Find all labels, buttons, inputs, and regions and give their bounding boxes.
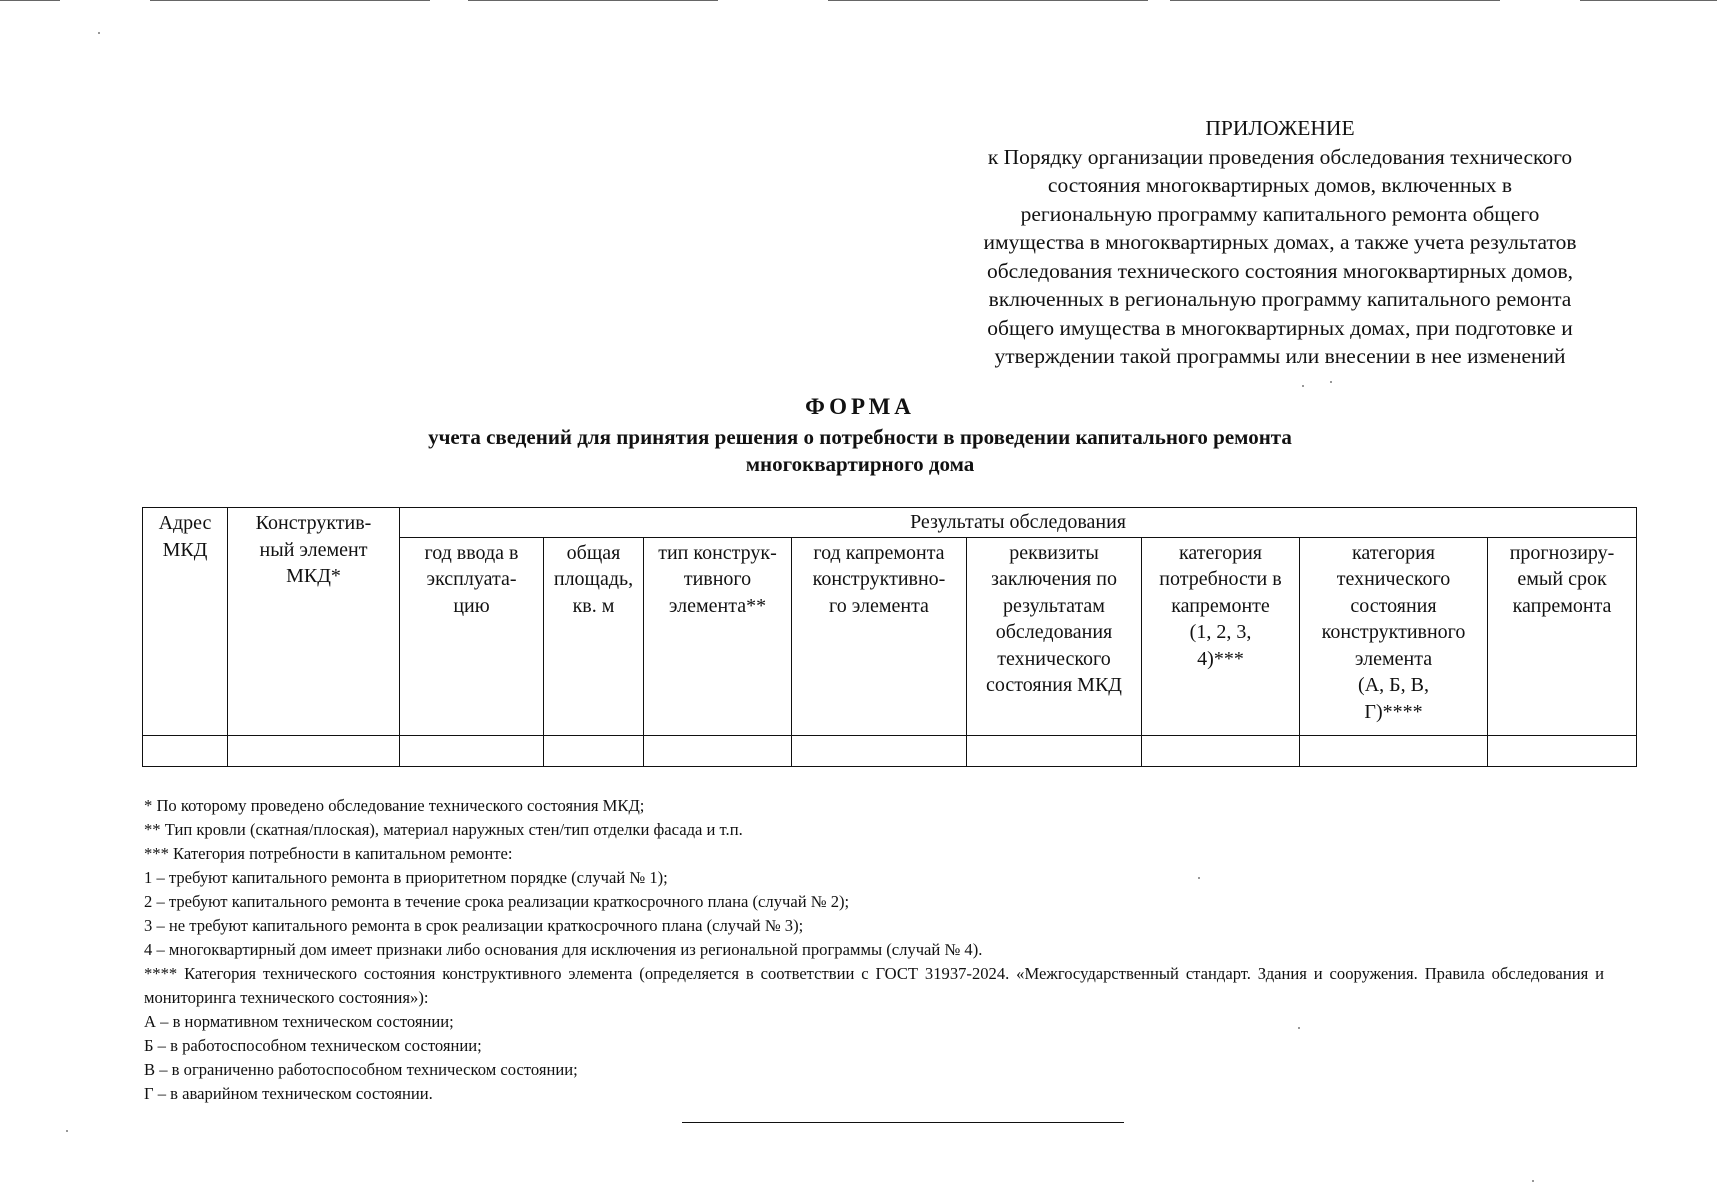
table-cell[interactable] [792, 735, 967, 766]
table-cell[interactable] [544, 735, 644, 766]
header-survey-results: Результаты обследования [400, 508, 1637, 538]
table-cell[interactable] [1488, 735, 1637, 766]
header-address: Адрес МКД [143, 508, 228, 736]
header-need-category: категория потребности в капремонте (1, 2, 3, 4)*** [1142, 537, 1300, 735]
footnote: Б – в работоспособном техническом состоянии; [144, 1036, 482, 1055]
header-repair-year: год капремонта конструктивно- го элемента [792, 537, 967, 735]
scan-edge-line [0, 0, 60, 1]
appendix-line: обследования технического состояния многоквартирных домов, [986, 258, 1574, 283]
header-commissioning-year: год ввода в эксплуата- цию [400, 537, 544, 735]
header-element-type: тип конструк- тивного элемента** [644, 537, 792, 735]
form-title: ФОРМА [805, 394, 915, 419]
appendix-block [930, 114, 1630, 371]
appendix-line: региональную программу капитального ремонта общего [1020, 201, 1540, 226]
scan-speck [1330, 381, 1332, 383]
header-total-area: общая площадь, кв. м [544, 537, 644, 735]
appendix-line: состояния многоквартирных домов, включенных в [1047, 173, 1513, 197]
footnote: А – в нормативном техническом состоянии; [144, 1012, 454, 1031]
appendix-line: включенных в региональную программу капитального ремонта [988, 287, 1572, 311]
end-rule [682, 1122, 1124, 1123]
appendix-line: к Порядку организации проведения обследования технического [987, 144, 1573, 169]
appendix-line: имущества в многоквартирных домах, а также учета результатов [983, 230, 1577, 254]
scan-speck [98, 32, 100, 34]
scan-edge-line [1580, 0, 1717, 1]
footnote: В – в ограниченно работоспособном техническом состоянии; [144, 1060, 578, 1079]
table-header-row [143, 508, 1637, 538]
footnotes [144, 794, 1604, 1106]
footnote: * По которому проведено обследование технического состояния МКД; [144, 796, 645, 815]
appendix-heading: ПРИЛОЖЕНИЕ [1205, 116, 1355, 140]
footnote: **** Категория технического состояния конструктивного элемента (определяется в соответствии с ГОСТ 31937-2024. «Межгосударственный стандарт. Здания и сооружения. Правила обследования и мониторинга технического состояния»): [144, 964, 1604, 1007]
scan-edge-line [150, 0, 430, 1]
scan-speck [1198, 877, 1200, 879]
form-subtitle-line: учета сведений для принятия решения о потребности в проведении капитального ремонта [428, 425, 1292, 449]
form-subtitle-line: многоквартирного дома [745, 452, 975, 476]
survey-results-table [142, 507, 1637, 767]
table-cell[interactable] [967, 735, 1142, 766]
footnote: Г – в аварийном техническом состоянии. [144, 1084, 433, 1103]
scan-speck [66, 1130, 68, 1132]
table-cell[interactable] [228, 735, 400, 766]
scan-edge-line [1170, 0, 1500, 1]
header-conclusion-details: реквизиты заключения по результатам обследования технического состояния МКД [967, 537, 1142, 735]
footnote: 1 – требуют капитального ремонта в приоритетном порядке (случай № 1); [144, 868, 668, 887]
header-condition-category: категория технического состояния конструктивного элемента (А, Б, В, Г)**** [1300, 537, 1488, 735]
scan-edge-line [468, 0, 718, 1]
table-cell[interactable] [1142, 735, 1300, 766]
form-subtitle [260, 424, 1460, 478]
table-cell[interactable] [1300, 735, 1488, 766]
table-row [143, 735, 1637, 766]
table-cell[interactable] [143, 735, 228, 766]
appendix-line: общего имущества в многоквартирных домах, при подготовке и [987, 315, 1573, 340]
scan-speck [1302, 385, 1304, 387]
appendix-line: утверждении такой программы или внесении в нее изменений [994, 344, 1566, 368]
footnote: 2 – требуют капитального ремонта в течение срока реализации краткосрочного плана (случай № 2); [144, 892, 850, 911]
footnote: 4 – многоквартирный дом имеет признаки либо основания для исключения из региональной программы (случай № 4). [144, 940, 983, 959]
header-structural-element: Конструктив- ный элемент МКД* [228, 508, 400, 736]
scan-edge-line [828, 0, 1148, 1]
table-cell[interactable] [644, 735, 792, 766]
scan-speck [1298, 1027, 1300, 1029]
footnote: ** Тип кровли (скатная/плоская), материал наружных стен/тип отделки фасада и т.п. [144, 820, 743, 839]
header-forecast-term: прогнозиру- емый срок капремонта [1488, 537, 1637, 735]
table-cell[interactable] [400, 735, 544, 766]
footnote: *** Категория потребности в капитальном ремонте: [144, 844, 513, 863]
scan-speck [1532, 1180, 1534, 1182]
footnote: 3 – не требуют капитального ремонта в срок реализации краткосрочного плана (случай № 3); [144, 916, 804, 935]
